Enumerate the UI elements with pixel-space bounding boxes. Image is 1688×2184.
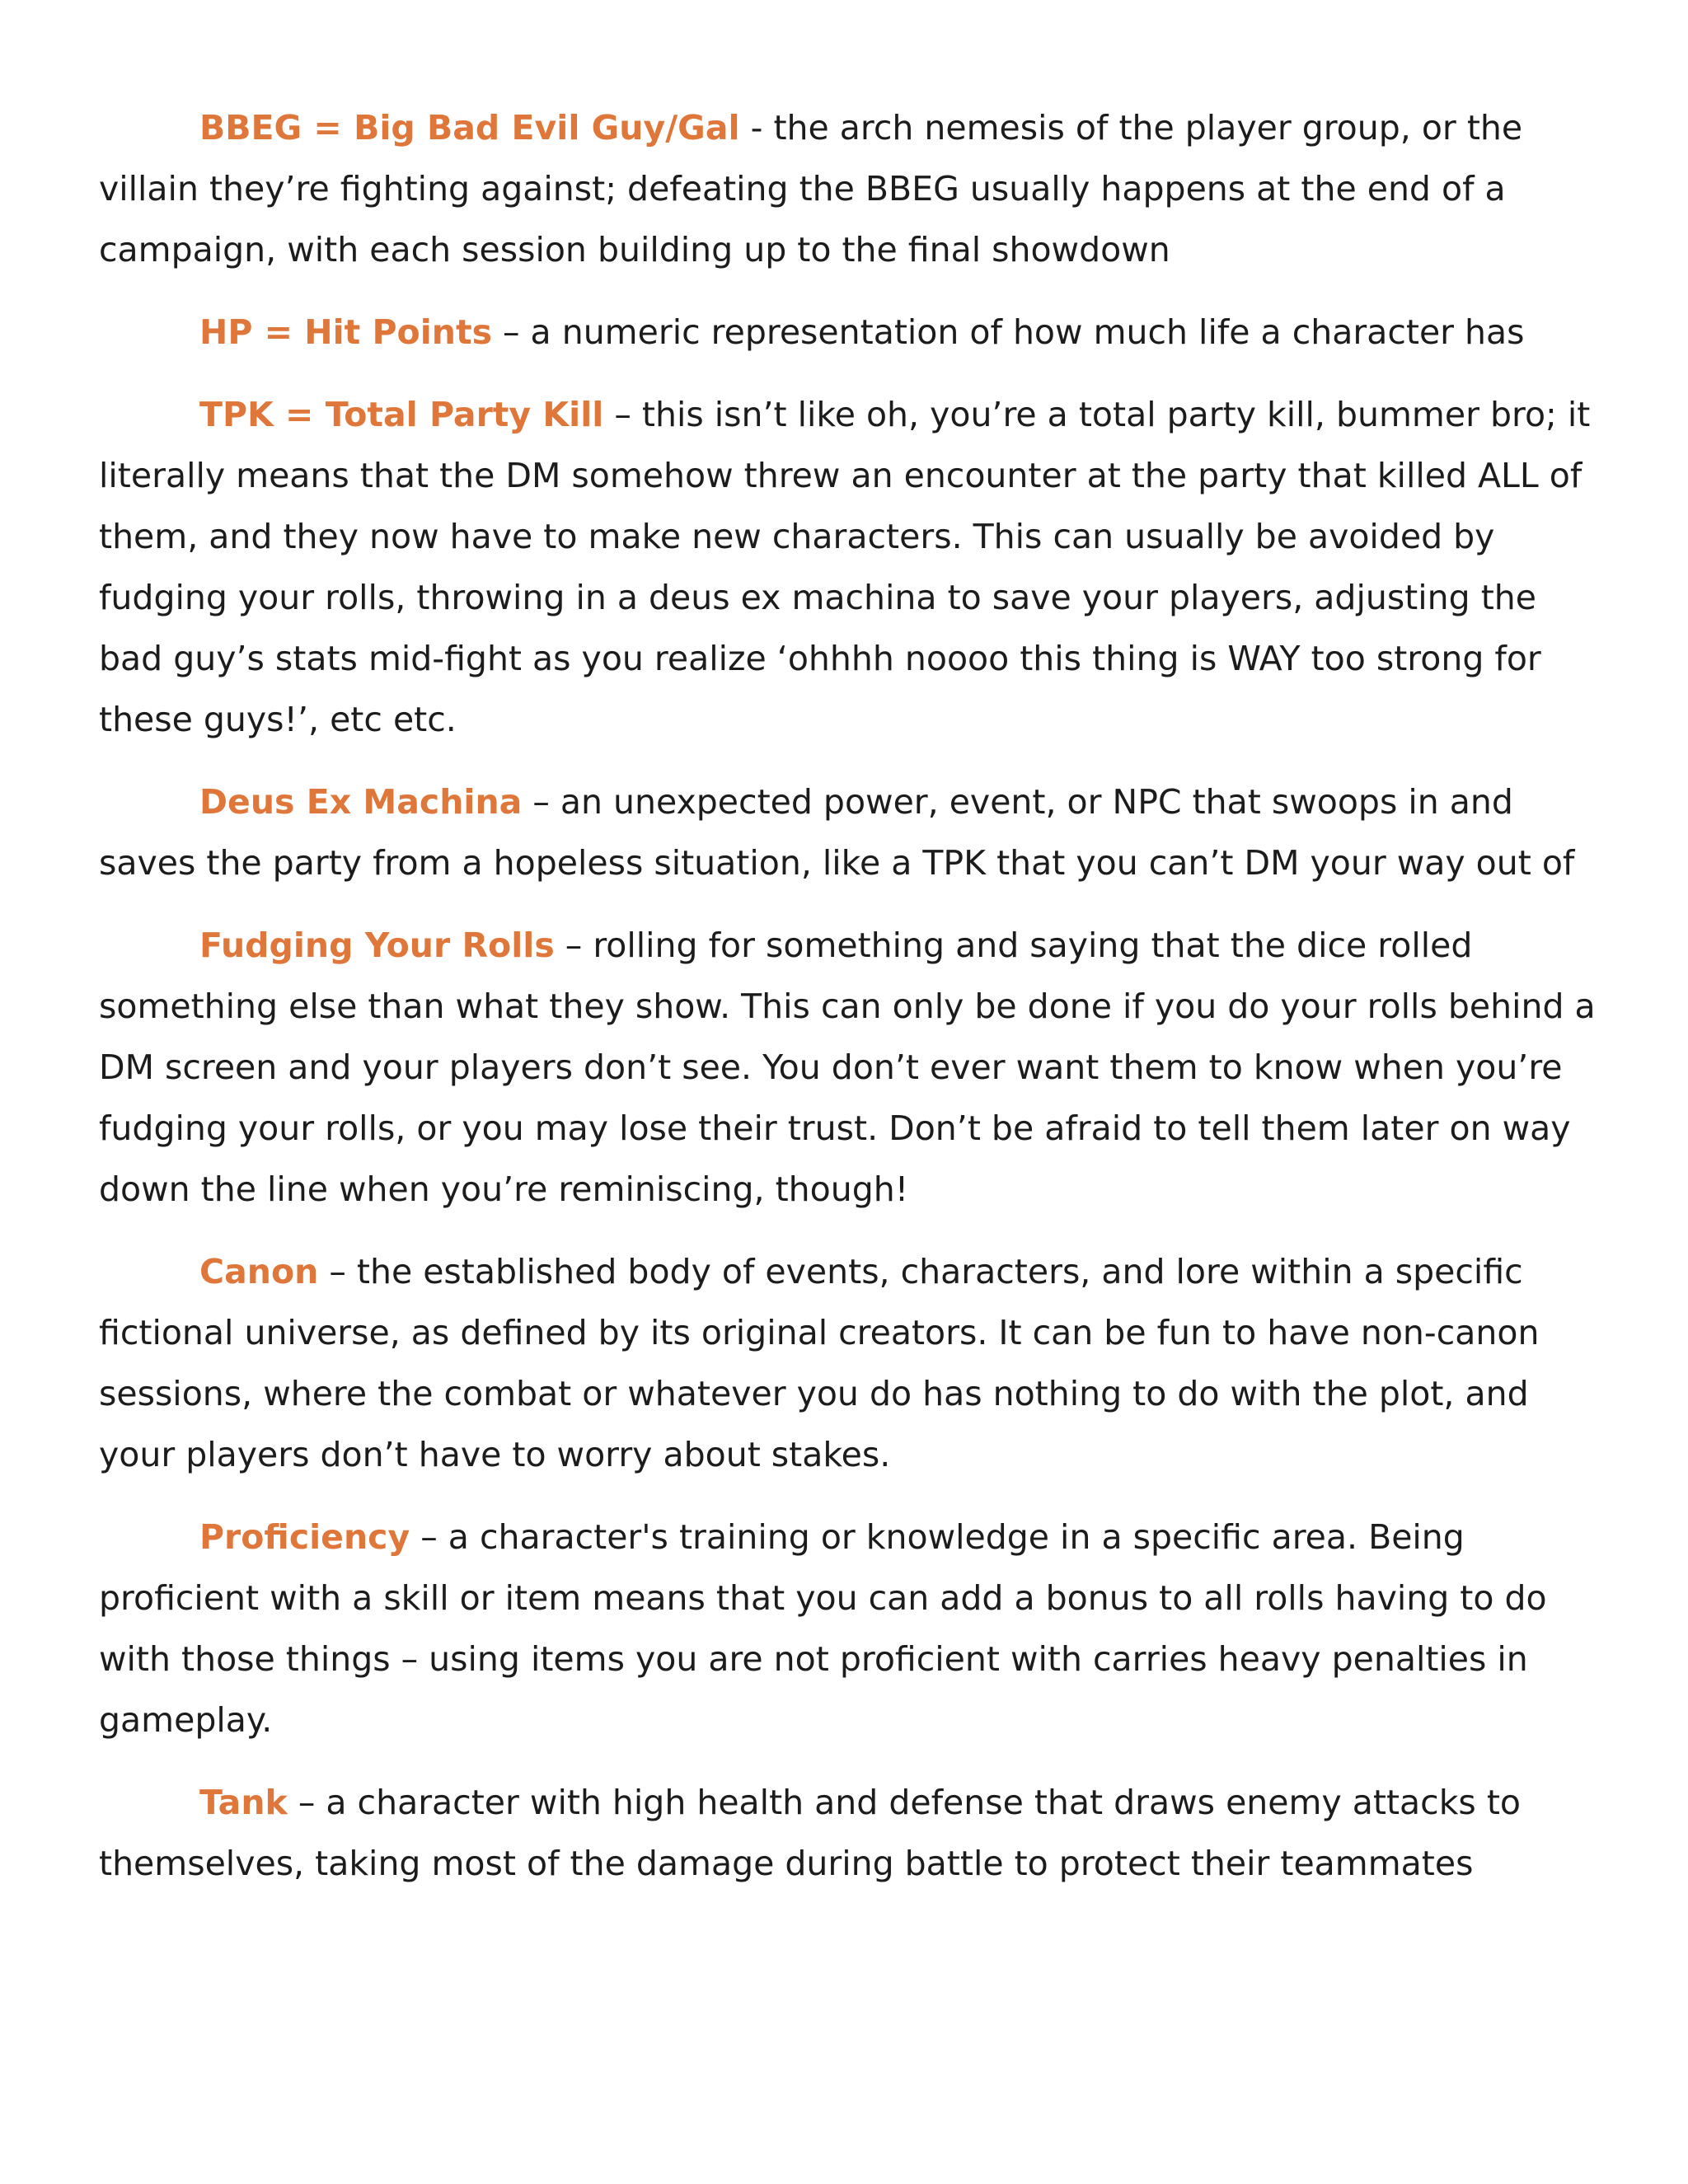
glossary-entry-hp bbox=[99, 302, 1607, 363]
glossary-definition: an unexpected power, event, or NPC that swoops in and saves the party from a hopeless situation, like a TPK that you can’t DM your way out of bbox=[99, 782, 1575, 883]
glossary-term: TPK = Total Party Kill bbox=[199, 395, 604, 434]
glossary-entry-tank bbox=[99, 1772, 1607, 1894]
glossary-entry-tpk bbox=[99, 384, 1607, 750]
glossary-definition: the arch nemesis of the player group, or the villain they’re fighting against; defeating the BBEG usually happens at the end of a campaign, with each session building up to the final showdown bbox=[99, 108, 1523, 269]
glossary-definition: a character's training or knowledge in a specific area. Being proficient with a skill or item means that you can add a bonus to all rolls having to do with those things – using items you are not proficient with carries heavy penalties in gameplay. bbox=[99, 1517, 1547, 1740]
glossary-definition: a numeric representation of how much life a character has bbox=[530, 312, 1525, 352]
term-separator: – bbox=[318, 1252, 357, 1291]
glossary-term: HP = Hit Points bbox=[199, 312, 492, 352]
glossary-entry-deus-ex-machina bbox=[99, 771, 1607, 893]
term-separator: – bbox=[603, 395, 642, 434]
glossary-definition: the established body of events, characters, and lore within a specific fictional universe, as defined by its original creators. It can be fun to have non-canon sessions, where the combat or whatever you do has nothing to do with the plot, and your players don’t have to worry about stakes. bbox=[99, 1252, 1540, 1474]
glossary-page bbox=[99, 97, 1607, 1915]
glossary-entry-proficiency bbox=[99, 1507, 1607, 1750]
glossary-term: BBEG = Big Bad Evil Guy/Gal bbox=[199, 108, 740, 148]
glossary-term: Tank bbox=[199, 1783, 288, 1822]
glossary-entry-bbeg bbox=[99, 97, 1607, 280]
glossary-entry-fudging-your-rolls bbox=[99, 915, 1607, 1220]
glossary-definition: a character with high health and defense that draws enemy attacks to themselves, taking most of the damage during battle to protect their teammates bbox=[99, 1783, 1521, 1883]
glossary-definition: rolling for something and saying that the dice rolled something else than what they show. This can only be done if you do your rolls behind a DM screen and your players don’t see. You don’t ever want them to know when you’re fudging your rolls, or you may lose their trust. Don’t be afraid to tell them later on way down the line when you’re reminiscing, though! bbox=[99, 926, 1596, 1209]
glossary-definition: this isn’t like oh, you’re a total party kill, bummer bro; it literally means that the DM somehow threw an encounter at the party that killed ALL of them, and they now have to make new characters. This can usually be avoided by fudging your rolls, throwing in a deus ex machina to save your players, adjusting the bad guy’s stats mid-fight as you realize ‘ohhhh noooo this thing is WAY too strong for these guys!’, etc etc. bbox=[99, 395, 1591, 739]
term-separator: – bbox=[554, 926, 593, 965]
glossary-term: Canon bbox=[199, 1252, 319, 1291]
term-separator: – bbox=[522, 782, 560, 822]
term-separator: – bbox=[491, 312, 531, 352]
glossary-term: Proficiency bbox=[199, 1517, 410, 1557]
term-separator: - bbox=[739, 108, 774, 148]
glossary-term: Deus Ex Machina bbox=[199, 782, 523, 822]
term-separator: – bbox=[410, 1517, 448, 1557]
term-separator: – bbox=[287, 1783, 326, 1822]
glossary-entry-canon bbox=[99, 1241, 1607, 1485]
glossary-term: Fudging Your Rolls bbox=[199, 926, 555, 965]
